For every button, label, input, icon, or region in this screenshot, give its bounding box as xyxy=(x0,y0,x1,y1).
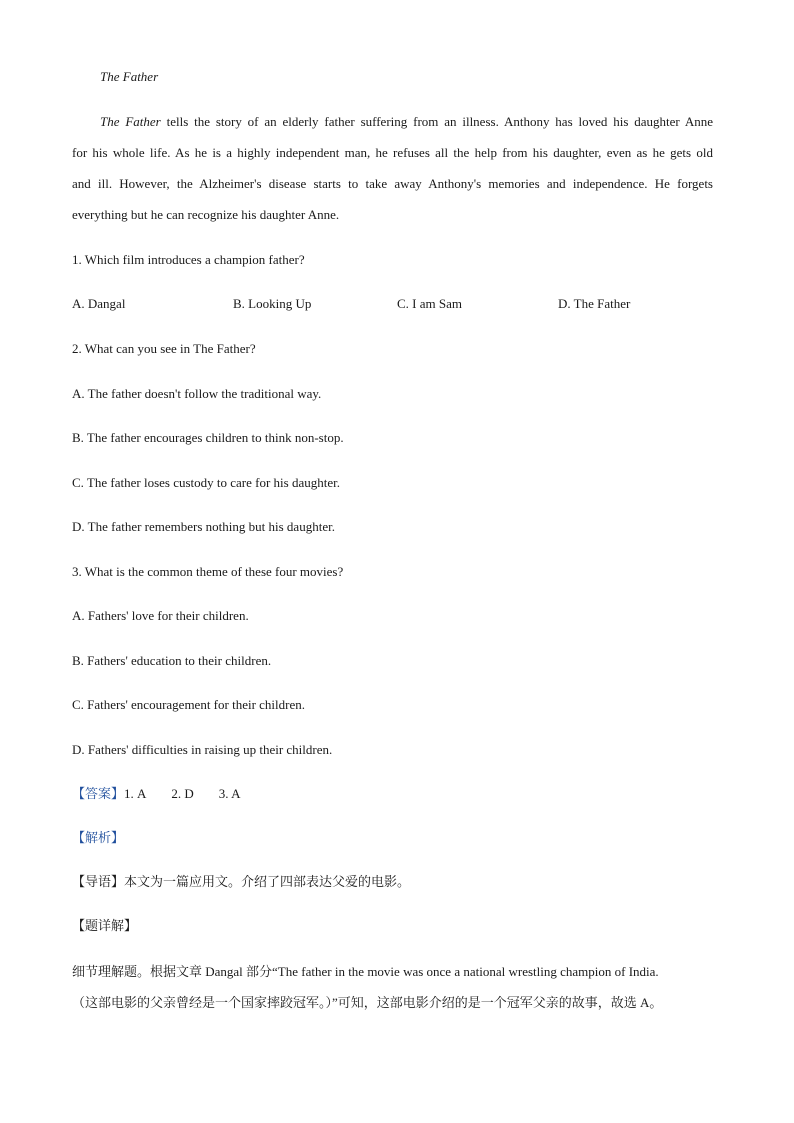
question-1-option-d: D. The Father xyxy=(558,296,631,311)
answer-item-1: 1. A xyxy=(124,786,147,801)
answer-key xyxy=(72,787,265,801)
question-1-stem: 1. Which film introduces a champion father? xyxy=(72,252,305,267)
analysis-label: 【解析】 xyxy=(72,831,125,846)
detail-1-bracket: 【 xyxy=(72,919,86,934)
question-2-option-d: D. The father remembers nothing but his daughter. xyxy=(72,519,335,534)
answer-item-2: 2. D xyxy=(171,786,194,801)
question-2-option-c: C. The father loses custody to care for his daughter. xyxy=(72,475,340,490)
question-2-stem: 2. What can you see in The Father? xyxy=(72,341,256,356)
passage-line-1 xyxy=(100,115,713,128)
question-1-option-a: A. Dangal xyxy=(72,296,126,311)
question-3-option-b: B. Fathers' education to their children. xyxy=(72,653,272,668)
question-2-option-b: B. The father encourages children to think non-stop. xyxy=(72,430,344,445)
question-3-option-d: D. Fathers' difficulties in raising up their children. xyxy=(72,742,333,757)
intro-label: 【导语】 xyxy=(72,875,125,890)
detail-1-line-1: 细节理解题。根据文章 Dangal 部分“The father in the movie was once a national wrestling champion of India. xyxy=(72,964,659,979)
answer-item-3: 3. A xyxy=(218,786,241,801)
question-1-option-b: B. Looking Up xyxy=(233,296,312,311)
answer-label: 【答案】 xyxy=(72,787,125,802)
passage-title: The Father xyxy=(100,69,159,84)
question-3-stem: 3. What is the common theme of these four movies? xyxy=(72,564,344,579)
intro-text: 本文为一篇应用文。介绍了四部表达父爱的电影。 xyxy=(124,875,411,890)
answer-items xyxy=(124,786,265,801)
passage-line-1-text: tells the story of an elderly father suffering from an illness. Anthony has loved his daughter Anne xyxy=(160,114,713,129)
intro-line xyxy=(72,876,410,889)
passage-line-4: everything but he can recognize his daughter Anne. xyxy=(72,207,340,222)
question-3-option-c: C. Fathers' encouragement for their children. xyxy=(72,697,306,712)
detail-1-label: 题详解】 xyxy=(85,919,138,934)
question-3-option-a: A. Fathers' love for their children. xyxy=(72,608,249,623)
passage-lead-title: The Father xyxy=(100,114,161,129)
detail-1-line-2: （这部电影的父亲曾经是一个国家摔跤冠军。）”可知，这部电影介绍的是一个冠军父亲的故事，故选 A。 xyxy=(72,995,663,1010)
passage-line-2: for his whole life. As he is a highly independent man, he refuses all the help from his daughter, even as he gets old xyxy=(72,145,713,160)
question-1-option-c: C. I am Sam xyxy=(397,296,462,311)
detail-1-heading xyxy=(72,920,137,933)
passage-line-3: and ill. However, the Alzheimer's disease starts to take away Anthony's memories and independence. He forgets xyxy=(72,176,713,191)
question-2-option-a: A. The father doesn't follow the traditional way. xyxy=(72,386,322,401)
